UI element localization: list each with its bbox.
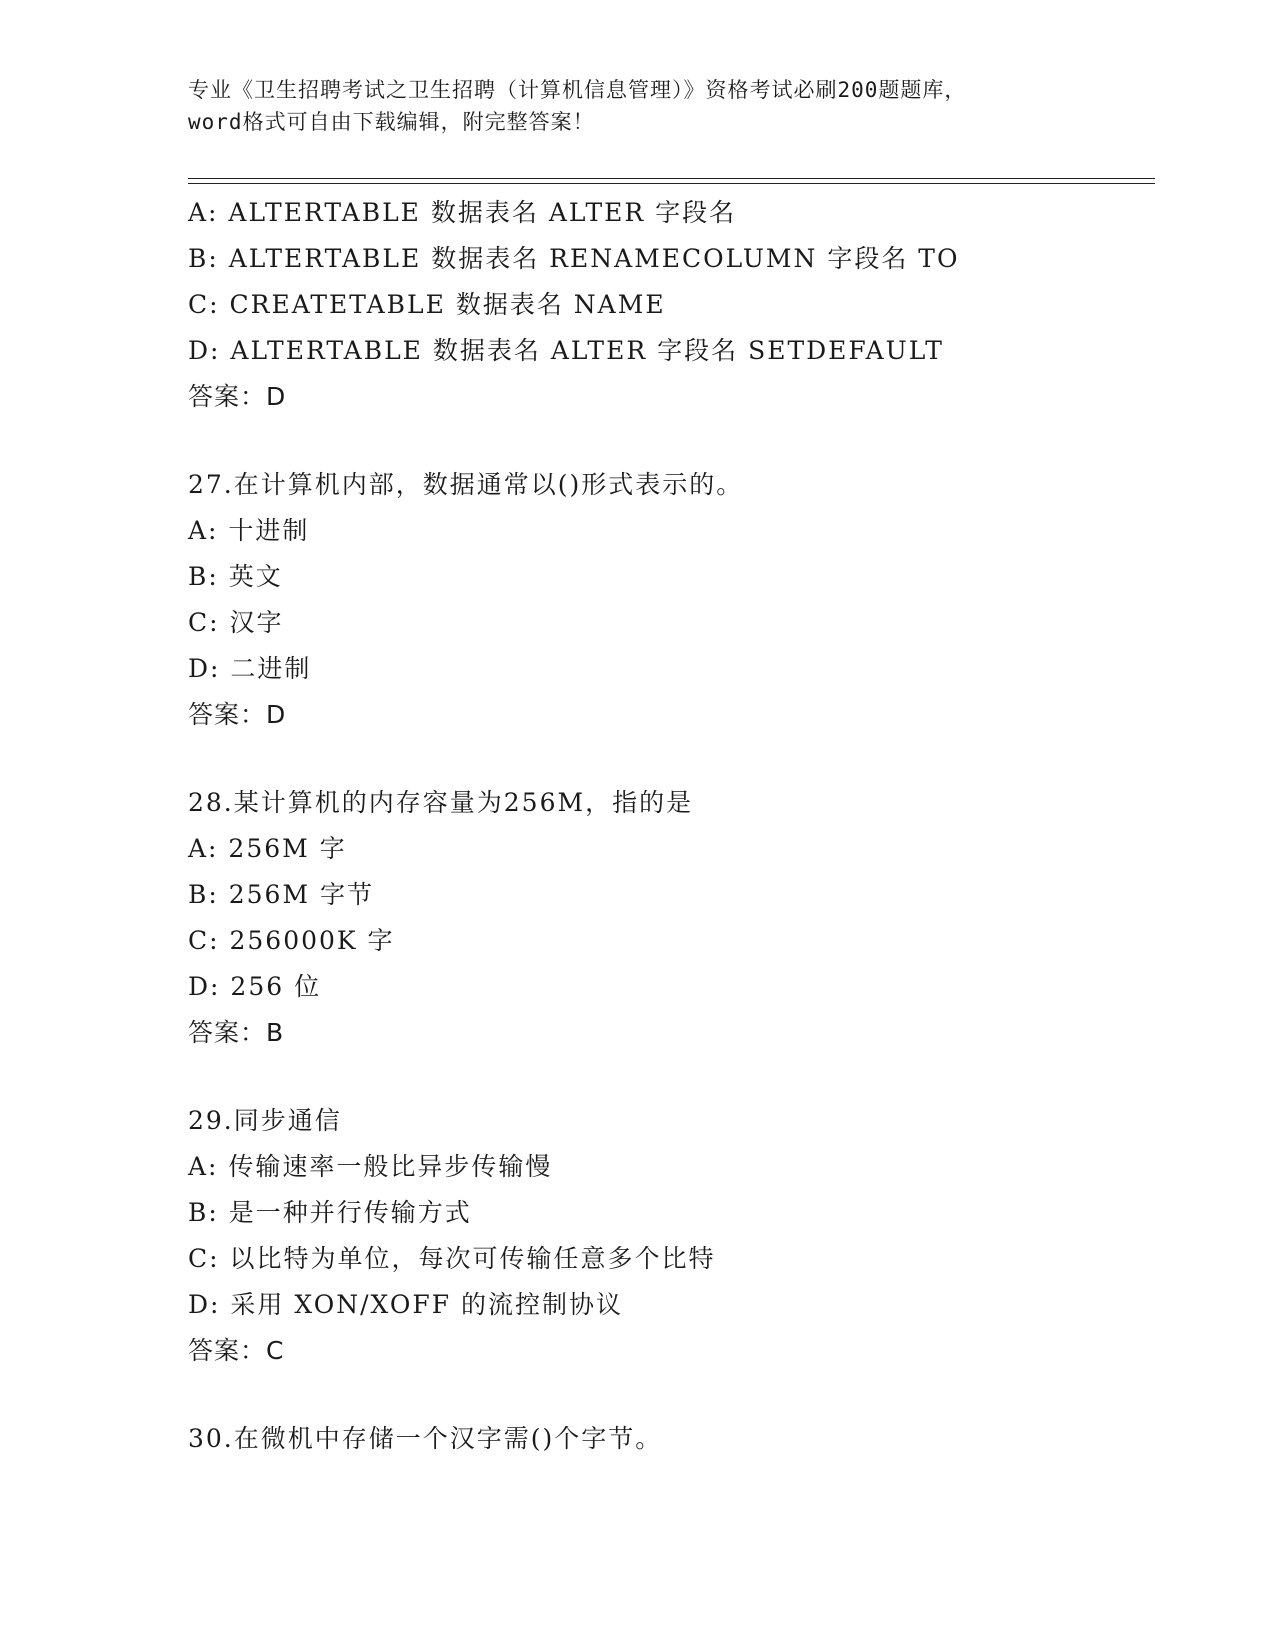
- option-b: B: 256M 字节: [188, 880, 375, 909]
- option-a: A: ALTERTABLE 数据表名 ALTER 字段名: [188, 198, 737, 227]
- option-c: C: 256000K 字: [188, 926, 395, 955]
- option-d: D: ALTERTABLE 数据表名 ALTER 字段名 SETDEFAULT: [188, 336, 944, 365]
- question-block-28: [188, 780, 1148, 1056]
- option-d: D: 二进制: [188, 654, 312, 683]
- option-c: C: CREATETABLE 数据表名 NAME: [188, 290, 666, 319]
- option-b: B: 英文: [188, 562, 283, 591]
- option-b: B: ALTERTABLE 数据表名 RENAMECOLUMN 字段名 TO: [188, 244, 960, 273]
- question-text: 29.同步通信: [188, 1106, 342, 1135]
- header-line-2: word格式可自由下载编辑，附完整答案！: [188, 110, 595, 134]
- option-a: A: 十进制: [188, 516, 310, 545]
- question-text: 27.在计算机内部，数据通常以()形式表示的。: [188, 470, 744, 499]
- answer: 答案：C: [188, 1336, 285, 1365]
- question-list: [188, 190, 1148, 1504]
- answer: 答案：B: [188, 1018, 285, 1047]
- option-b: B: 是一种并行传输方式: [188, 1198, 472, 1227]
- header-divider-top: [188, 178, 1155, 179]
- question-block-27: [188, 462, 1148, 738]
- question-block-29: [188, 1098, 1148, 1374]
- option-a: A: 传输速率一般比异步传输慢: [188, 1152, 553, 1181]
- header-divider-bottom: [188, 183, 1155, 184]
- answer: 答案：D: [188, 700, 287, 729]
- option-a: A: 256M 字: [188, 834, 347, 863]
- question-text: 30.在微机中存储一个汉字需()个字节。: [188, 1424, 663, 1453]
- document-header: [188, 74, 1088, 138]
- option-c: C: 以比特为单位，每次可传输任意多个比特: [188, 1244, 716, 1273]
- option-d: D: 256 位: [188, 972, 322, 1001]
- question-block-26: [188, 190, 1148, 420]
- question-block-30: [188, 1416, 1148, 1462]
- option-c: C: 汉字: [188, 608, 284, 637]
- header-line-1: 专业《卫生招聘考试之卫生招聘（计算机信息管理）》资格考试必刷200题题库，: [188, 78, 967, 102]
- option-d: D: 采用 XON/XOFF 的流控制协议: [188, 1290, 624, 1319]
- question-text: 28.某计算机的内存容量为256M，指的是: [188, 788, 694, 817]
- answer: 答案：D: [188, 382, 287, 411]
